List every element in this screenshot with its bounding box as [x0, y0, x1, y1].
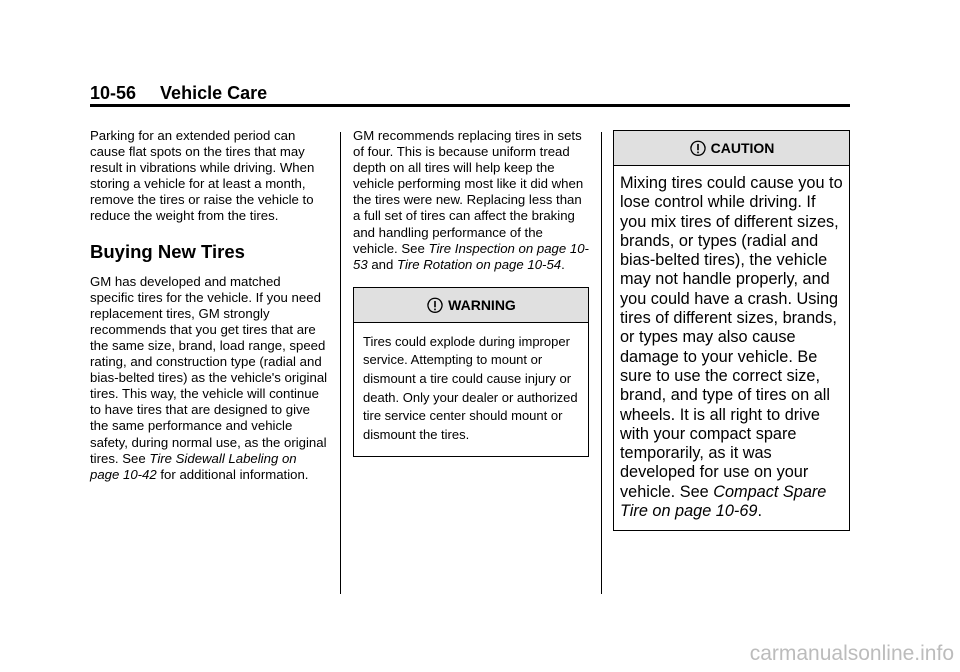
section-heading: Buying New Tires	[90, 240, 245, 262]
caution-header	[614, 131, 849, 166]
warning-box	[353, 287, 589, 458]
page-number: 10-56	[90, 83, 137, 103]
page-header	[90, 82, 267, 104]
replacement-paragraph	[353, 128, 589, 273]
caution-box	[613, 130, 850, 531]
period-text: .	[561, 256, 565, 272]
column-divider-2	[601, 132, 602, 594]
section-title: Vehicle Care	[160, 83, 268, 103]
column-middle	[353, 128, 589, 457]
storage-paragraph: Parking for an extended period can cause flat spots on the tires that may result in vibrations while driving. When storing a vehicle for at least a month, remove the tires or raise the vehicle to reduce the weight from the tires.	[90, 128, 315, 224]
caution-body	[614, 166, 849, 530]
replacement-text: GM recommends replacing tires in sets of four. This is because uniform tread depth on all tires will help keep the vehicle performing most like it did when the tires were new. Replacing less than a full set of tires can affect the braking and handling performance of the vehicle. See	[353, 128, 584, 256]
warning-text: Tires could explode during improper service. Attempting to mount or dismount a tire could cause injury or death. Only your dealer or authorized tire service center should mount or dismount the tires.	[363, 333, 578, 442]
tire-rotation-reference-link[interactable]: Tire Rotation on page 10-54	[397, 256, 562, 272]
column-right	[613, 128, 850, 531]
buying-paragraph	[90, 274, 328, 483]
caution-title: CAUTION	[710, 139, 775, 156]
watermark: carmanualsonline.info	[749, 642, 954, 665]
buying-text-end: for additional information.	[156, 466, 309, 482]
column-divider-1	[340, 132, 341, 594]
caution-period: .	[757, 502, 762, 521]
and-text: and	[367, 256, 398, 272]
caution-text: Mixing tires could cause you to lose control while driving. If you mix tires of different sizes, brands, or types (radial and bias-belted tires), the vehicle may not handle properly, and you could have a crash. Using tires of different sizes, brands, or types may also cause damage to your vehicle. Be sure to use the correct size, brand, and type of tires on all wheels. It is all right to drive with your compact spare temporarily, as it was developed for use on your vehicle. See	[620, 174, 843, 501]
column-left	[90, 128, 328, 483]
buying-text: GM has developed and matched specific tires for the vehicle. If you need replacement tires, GM strongly recommends that you get tires that are the same size, brand, load range, speed rating, and construction type (radial and bias-belted tires) as the vehicle's original tires. This way, the vehicle will continue to have tires that are designed to give the same performance and vehicle safety, during normal use, as the original tires. See	[90, 273, 328, 466]
sidewall-reference-link[interactable]: Tire Sidewall Labeling on page 10-42	[90, 450, 297, 482]
tire-inspection-reference-link[interactable]: Tire Inspection on page 10-53	[353, 240, 589, 272]
warning-header	[354, 288, 588, 323]
warning-icon	[689, 139, 707, 157]
header-rule	[90, 104, 850, 107]
warning-title: WARNING	[448, 296, 516, 313]
compact-spare-reference-link[interactable]: Compact Spare Tire on page 10-69	[620, 482, 827, 521]
warning-icon	[426, 296, 444, 314]
